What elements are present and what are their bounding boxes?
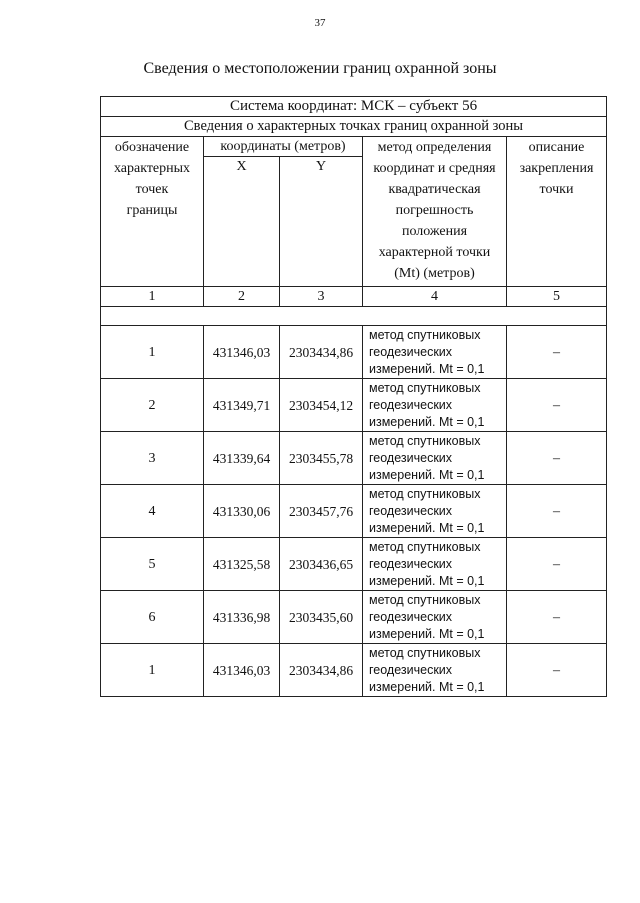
point-designation-cell: 1	[101, 326, 204, 379]
document-title: Сведения о местоположении границ охранной зоны	[143, 60, 497, 77]
col-header-method-line: (Mt) (метров)	[394, 266, 475, 281]
table-row	[101, 432, 607, 485]
col-header-description-line: закрепления	[519, 161, 594, 176]
method-cell	[363, 432, 507, 485]
col-header-x: X	[204, 157, 280, 287]
method-line: измерений. Mt = 0,1	[369, 520, 485, 535]
method-line: измерений. Mt = 0,1	[369, 467, 485, 482]
coordinate-x-cell: 431336,98	[204, 591, 280, 644]
col-number: 5	[507, 287, 607, 307]
col-header-designation-line: точек	[135, 182, 169, 197]
method-cell	[363, 538, 507, 591]
table-row	[101, 379, 607, 432]
col-header-description-line: точки	[539, 182, 574, 197]
method-line: геодезических	[369, 450, 453, 465]
col-header-y: Y	[280, 157, 363, 287]
col-header-coordinates: координаты (метров)	[204, 137, 363, 157]
points-info-header: Сведения о характерных точках границ охранной зоны	[101, 117, 607, 137]
method-cell	[363, 591, 507, 644]
method-line: метод спутниковых	[369, 327, 481, 342]
method-line: геодезических	[369, 556, 453, 571]
coordinate-y-cell: 2303455,78	[280, 432, 363, 485]
method-line: измерений. Mt = 0,1	[369, 573, 485, 588]
method-line: метод спутниковых	[369, 433, 481, 448]
coordinate-y-cell: 2303454,12	[280, 379, 363, 432]
point-designation-cell: 2	[101, 379, 204, 432]
col-header-method-line: характерной точки	[378, 245, 491, 260]
method-line: геодезических	[369, 662, 453, 677]
col-number: 2	[204, 287, 280, 307]
coordinate-y-cell: 2303436,65	[280, 538, 363, 591]
col-number: 4	[363, 287, 507, 307]
coordinate-x-cell: 431325,58	[204, 538, 280, 591]
coordinate-x-cell: 431346,03	[204, 326, 280, 379]
col-header-description	[507, 137, 607, 287]
coordinate-y-cell: 2303435,60	[280, 591, 363, 644]
table-row	[101, 644, 607, 697]
col-number: 1	[101, 287, 204, 307]
description-cell: –	[507, 432, 607, 485]
point-designation-cell: 5	[101, 538, 204, 591]
method-line: измерений. Mt = 0,1	[369, 626, 485, 641]
col-header-method-line: квадратическая	[388, 182, 481, 197]
method-line: метод спутниковых	[369, 486, 481, 501]
coordinate-system-header: Система координат: МСК – субъект 56	[101, 97, 607, 117]
description-cell: –	[507, 485, 607, 538]
description-cell: –	[507, 644, 607, 697]
table-row	[101, 591, 607, 644]
col-header-method-line: метод определения	[377, 140, 492, 155]
coordinate-x-cell: 431349,71	[204, 379, 280, 432]
point-designation-cell: 1	[101, 644, 204, 697]
col-header-designation-line: обозначение	[114, 140, 190, 155]
description-cell: –	[507, 379, 607, 432]
point-designation-cell: 6	[101, 591, 204, 644]
description-cell: –	[507, 326, 607, 379]
point-designation-cell: 4	[101, 485, 204, 538]
method-cell	[363, 485, 507, 538]
col-header-method	[363, 137, 507, 287]
boundary-points-table	[100, 96, 607, 697]
coordinate-x-cell: 431339,64	[204, 432, 280, 485]
method-cell	[363, 326, 507, 379]
table-row	[101, 326, 607, 379]
coordinate-y-cell: 2303434,86	[280, 644, 363, 697]
col-header-designation-line: границы	[126, 203, 178, 218]
coordinate-x-cell: 431346,03	[204, 644, 280, 697]
method-line: метод спутниковых	[369, 645, 481, 660]
col-header-method-line: положения	[401, 224, 468, 239]
method-line: метод спутниковых	[369, 592, 481, 607]
col-number: 3	[280, 287, 363, 307]
col-header-designation	[101, 137, 204, 287]
table-row	[101, 538, 607, 591]
method-line: геодезических	[369, 344, 453, 359]
point-designation-cell: 3	[101, 432, 204, 485]
method-cell	[363, 379, 507, 432]
method-cell	[363, 644, 507, 697]
method-line: метод спутниковых	[369, 539, 481, 554]
method-line: измерений. Mt = 0,1	[369, 679, 485, 694]
col-header-method-line: координат и средняя	[373, 161, 496, 176]
col-header-method-line: погрешность	[395, 203, 474, 218]
method-line: метод спутниковых	[369, 380, 481, 395]
method-line: измерений. Mt = 0,1	[369, 361, 485, 376]
coordinate-y-cell: 2303434,86	[280, 326, 363, 379]
coordinate-y-cell: 2303457,76	[280, 485, 363, 538]
method-line: геодезических	[369, 609, 453, 624]
description-cell: –	[507, 591, 607, 644]
coordinate-x-cell: 431330,06	[204, 485, 280, 538]
page-number: 37	[314, 17, 326, 29]
description-cell: –	[507, 538, 607, 591]
col-header-description-line: описание	[528, 140, 585, 155]
method-line: геодезических	[369, 503, 453, 518]
blank-separator-row	[101, 307, 607, 326]
method-line: геодезических	[369, 397, 453, 412]
col-header-designation-line: характерных	[113, 161, 191, 176]
method-line: измерений. Mt = 0,1	[369, 414, 485, 429]
table-row	[101, 485, 607, 538]
